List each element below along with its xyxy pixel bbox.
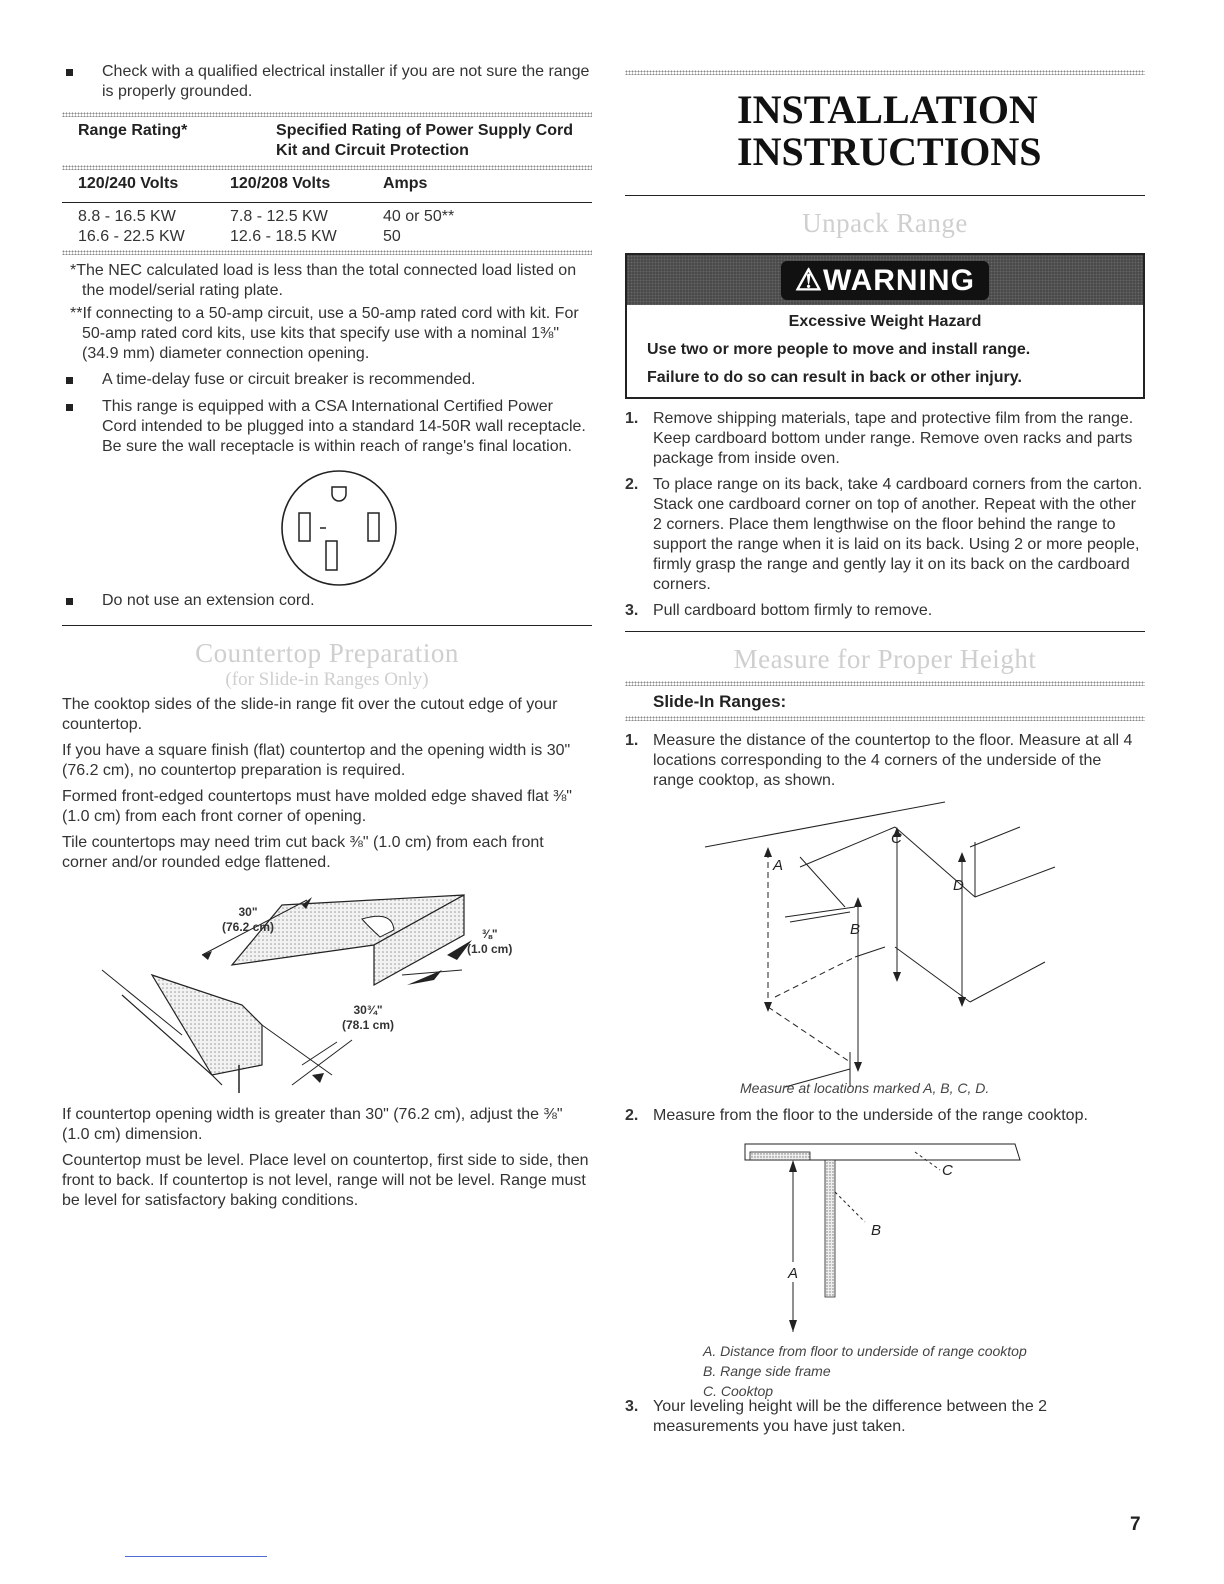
step-text: Measure the distance of the countertop to the floor. Measure at all 4 locations corresponding to the 4 corners of the underside of the range cooktop, as shown. [653, 732, 1133, 789]
list-item [625, 601, 1145, 621]
label-c: C [942, 1162, 953, 1179]
dim-38-in: ⅜" [481, 927, 498, 941]
step-number: 3. [625, 602, 639, 619]
list-item [625, 409, 1145, 469]
legend-a: A. Distance from floor to underside of range cooktop [703, 1343, 1027, 1359]
right-column [625, 70, 1145, 1443]
dim-30-in: 30" [238, 905, 258, 919]
table-cell: 40 or 50** [383, 208, 455, 225]
countertop-figure [62, 875, 592, 1105]
warning-hazard: Excessive Weight Hazard [788, 313, 982, 330]
label-c: C [891, 830, 902, 847]
paragraph: Tile countertops may need trim cut back ⅜" (1.0 cm) from each front corner and/or rounded edge flattened. [62, 834, 544, 871]
header-specified-rating: Specified Rating of Power Supply Cord Kit and Circuit Protection [276, 122, 573, 159]
figure-caption: Measure at locations marked A, B, C, D. [740, 1080, 990, 1096]
paragraph: If you have a square finish (flat) countertop and the opening width is 30" (76.2 cm), no countertop preparation is required. [62, 742, 571, 779]
table-cell: 8.8 - 16.5 KW [78, 208, 176, 225]
receptacle-icon [62, 464, 592, 589]
bullet-csa: This range is equipped with a CSA International Certified Power Cord intended to be plugged into a standard 14-50R wall receptacle. Be sure the wall receptacle is within reach of range's final location. [62, 397, 592, 457]
measure-title: Measure for Proper Height [733, 644, 1037, 674]
paragraph: The cooktop sides of the slide-in range fit over the cutout edge of your countertop. [62, 696, 558, 733]
note-50amp: **If connecting to a 50-amp circuit, use a 50-amp rated cord with kit. For 50-amp rated cord kits, use kits that specify use with a nominal 1⅜" (34.9 mm) diameter connection opening. [70, 305, 579, 362]
table-cell: 16.6 - 22.5 KW [78, 228, 185, 245]
page-title-line2: INSTRUCTIONS [737, 129, 1042, 174]
legend-c: C. Cooktop [703, 1383, 774, 1399]
divider [625, 70, 1145, 75]
footer-line [125, 1556, 267, 1557]
table-cell: 12.6 - 18.5 KW [230, 228, 337, 245]
dim-30-cm: (76.2 cm) [222, 920, 275, 934]
col-volts-240: 120/240 Volts [78, 175, 179, 192]
table-cell: 50 [383, 228, 401, 245]
unpack-steps [625, 409, 1145, 621]
measure-figure-2 [625, 1132, 1145, 1399]
bullet-grounded: Check with a qualified electrical installer if you are not sure the range is properly grounded. [62, 62, 592, 102]
label-b: B [871, 1222, 882, 1239]
list-item [625, 731, 1145, 791]
warning-line2: Failure to do so can result in back or other injury. [647, 369, 1022, 386]
label-d: D [953, 877, 964, 894]
divider [625, 716, 1145, 721]
step-text: Measure from the floor to the underside of the range cooktop. [653, 1107, 1088, 1124]
step-number: 1. [625, 410, 639, 427]
range-rating-rows [62, 207, 592, 247]
dim-38-cm: (1.0 cm) [467, 942, 513, 956]
divider [62, 112, 592, 117]
divider [625, 681, 1145, 686]
page-title [625, 89, 1145, 173]
warning-box [625, 253, 1145, 399]
table-row [62, 207, 592, 227]
page-title-line1: INSTALLATION [737, 87, 1038, 132]
header-range-rating: Range Rating* [78, 122, 188, 139]
left-column [62, 62, 592, 1211]
step-text: Remove shipping materials, tape and protective film from the range. Keep cardboard bottom under range. Remove oven racks and parts package from inside oven. [653, 410, 1134, 467]
list-item [625, 1106, 1145, 1126]
col-volts-208: 120/208 Volts [230, 175, 331, 192]
divider [62, 202, 592, 203]
list-item [625, 1397, 1145, 1437]
slide-in-label: Slide-In Ranges: [653, 692, 787, 711]
label-a: A [773, 857, 784, 874]
step-text: To place range on its back, take 4 cardboard corners from the carton. Stack one cardboard corner on top of another. Repeat with the other 2 corners. Place them lengthwise on the floor behind the range to support the range when it is laid on its back. Using 2 or more people, firmly grasp the range and gently lay it on its back on the cardboard corners. [653, 476, 1143, 593]
divider [62, 165, 592, 170]
paragraph: Countertop must be level. Place level on countertop, first side to side, then front to back. If countertop is not level, range will not be level. Range must be level for satisfactory baking conditions. [62, 1152, 589, 1209]
col-amps: Amps [383, 175, 428, 192]
list-item [625, 475, 1145, 595]
step-text: Your leveling height will be the difference between the 2 measurements you have just taken. [653, 1398, 1048, 1435]
note-nec: *The NEC calculated load is less than the total connected load listed on the model/serial rating plate. [70, 262, 577, 299]
dim-30 [222, 905, 274, 935]
countertop-diagram [62, 875, 592, 1105]
range-rating-columns [62, 174, 592, 202]
step-number: 3. [625, 1398, 639, 1415]
warning-body [627, 305, 1143, 397]
divider [62, 625, 592, 626]
unpack-title: Unpack Range [802, 208, 968, 238]
label-b: B [850, 921, 861, 938]
measure-figure-1 [625, 797, 1145, 1102]
range-corners-diagram [625, 797, 1145, 1102]
paragraph: Formed front-edged countertops must have molded edge shaved flat ⅜" (1.0 cm) from each front corner of opening. [62, 788, 572, 825]
warning-header [627, 255, 1143, 305]
step-number: 2. [625, 1107, 639, 1124]
figure-legend [703, 1341, 1027, 1401]
countertop-subtitle: (for Slide-in Ranges Only) [225, 669, 429, 690]
warning-label: ⚠WARNING [781, 261, 989, 300]
table-row [62, 227, 592, 247]
dim-3034 [342, 1003, 394, 1033]
dim-38 [467, 927, 512, 957]
receptacle-figure [62, 464, 592, 589]
dim-3034-in: 30¾" [353, 1003, 383, 1017]
bullet-extension: Do not use an extension cord. [62, 591, 592, 611]
step-text: Pull cardboard bottom firmly to remove. [653, 602, 933, 619]
countertop-title: Countertop Preparation [195, 638, 459, 668]
divider [62, 250, 592, 255]
legend-b: B. Range side frame [703, 1363, 831, 1379]
warning-line1: Use two or more people to move and install range. [647, 341, 1031, 358]
divider [625, 631, 1145, 632]
paragraph: If countertop opening width is greater than 30" (76.2 cm), adjust the ⅜" (1.0 cm) dimension. [62, 1106, 563, 1143]
dim-3034-cm: (78.1 cm) [342, 1018, 395, 1032]
step-number: 2. [625, 476, 639, 493]
cooktop-height-diagram [625, 1132, 1145, 1367]
step-number: 1. [625, 732, 639, 749]
page-number: 7 [1130, 1514, 1141, 1535]
range-rating-table [62, 121, 592, 165]
table-cell: 7.8 - 12.5 KW [230, 208, 328, 225]
divider [625, 195, 1145, 196]
bullet-fuse: A time-delay fuse or circuit breaker is recommended. [62, 370, 592, 390]
label-a: A [788, 1265, 799, 1282]
